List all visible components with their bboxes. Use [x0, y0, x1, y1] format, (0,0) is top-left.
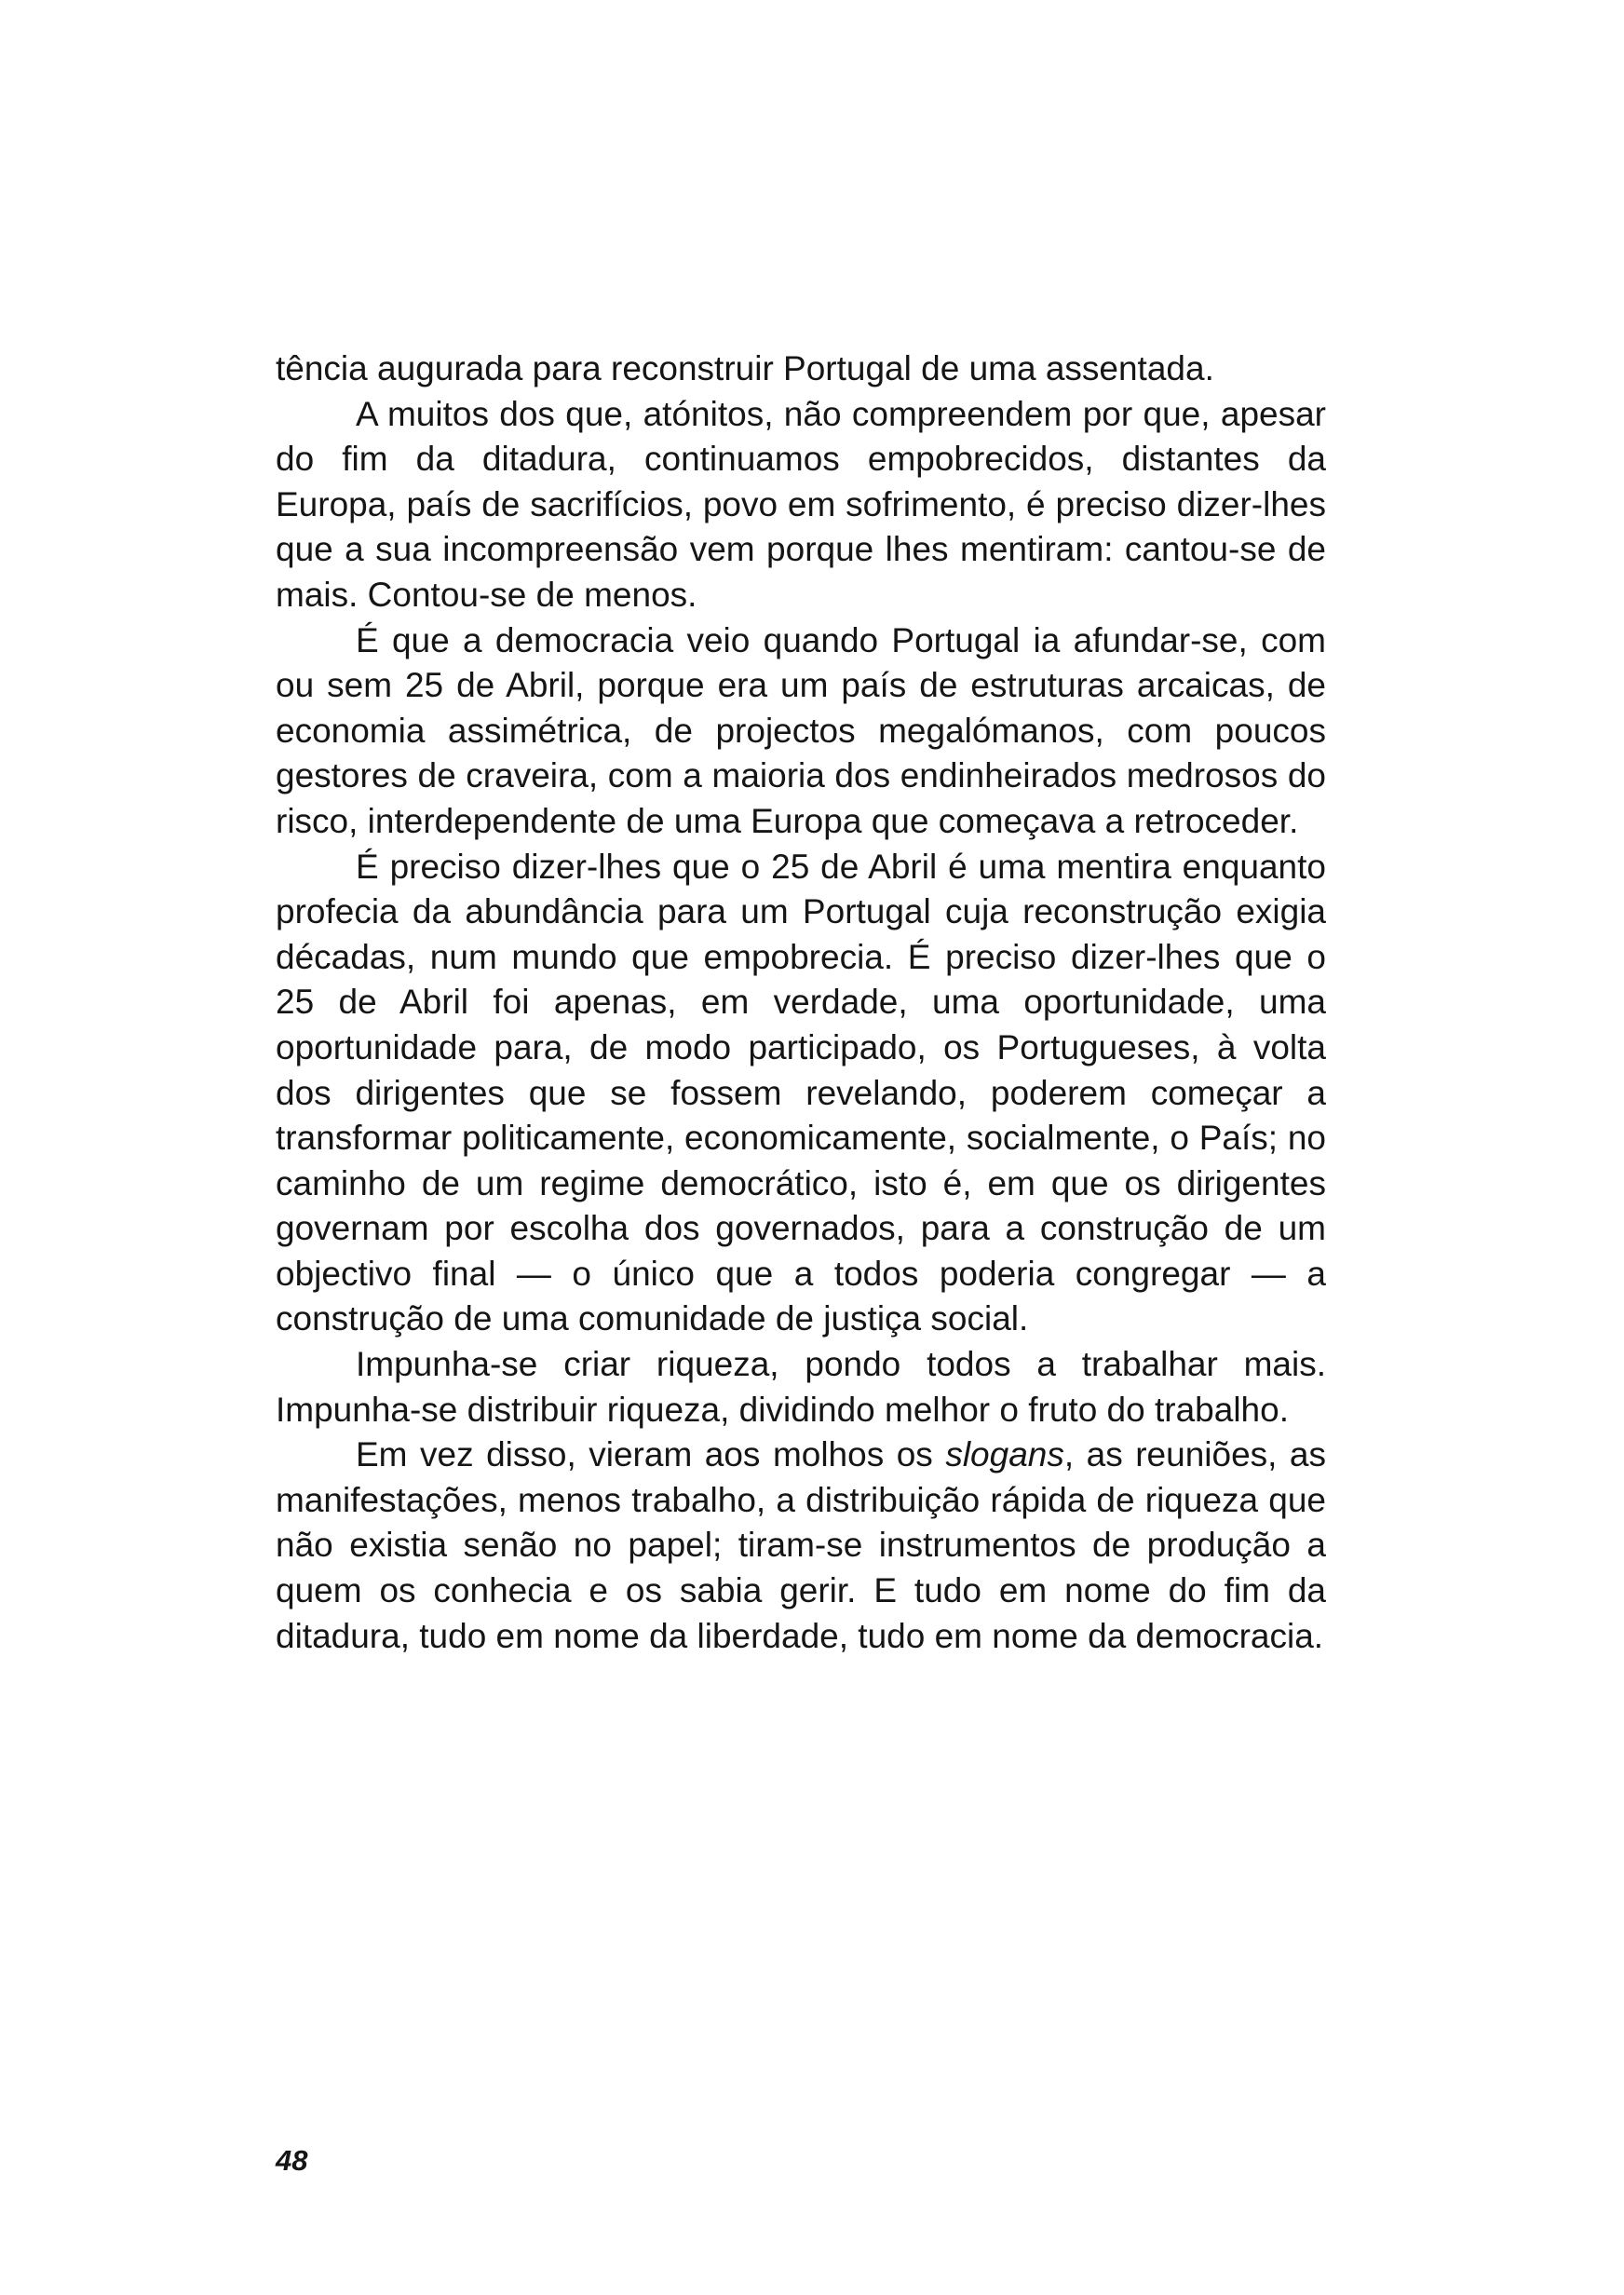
paragraph-6: [276, 1433, 1326, 1659]
page-number: 48: [276, 2144, 308, 2177]
paragraph-1: tência augurada para reconstruir Portugal de uma assentada.: [276, 349, 1214, 387]
paragraph-3: É que a democracia veio quando Portugal ia afundar-se, com ou sem 25 de Abril, porque era um país de estruturas arcaicas, de economia assimétrica, de projectos megalómanos, com poucos gestores de craveira, com a maioria dos endinheirados medrosos do risco, interdependente de uma Europa que começava a retroceder.: [276, 620, 1326, 840]
emphasis-slogans: slogans: [945, 1435, 1064, 1474]
paragraph-4: É preciso dizer-lhes que o 25 de Abril é uma mentira enquanto profecia da abundância para um Portugal cuja reconstrução exigia décadas, num mundo que empobrecia. É preciso dizer-lhes que o 25 de Abril foi apenas, em verdade, uma oportunidade, uma oportunidade para, de modo participado, os Portugueses, à volta dos dirigentes que se fossem revelando, poderem começar a transformar politicamente, economicamente, socialmente, o País; no caminho de um regime democrático, isto é, em que os dirigentes governam por escolha dos governados, para a construção de um objectivo final — o único que a todos poderia congregar — a construção de uma comunidade de justiça social.: [276, 847, 1326, 1338]
paragraph-5: Impunha-se criar riqueza, pondo todos a trabalhar mais. Impunha-se distribuir riqueza, dividindo melhor o fruto do trabalho.: [276, 1345, 1326, 1429]
paragraph-2: A muitos dos que, atónitos, não compreendem por que, apesar do fim da ditadura, continuamos empobrecidos, distantes da Europa, país de sacrifícios, povo em sofrimento, é preciso dizer-lhes que a sua incompreensão vem porque lhes mentiram: cantou-se de mais. Contou-se de menos.: [276, 394, 1326, 614]
body-text: [276, 346, 1326, 1659]
paragraph-6-lead: Em vez disso, vieram aos molhos os: [356, 1435, 946, 1474]
paragraph-6-rest: , as reuniões, as manifestações, menos trabalho, a distribuição rápida de riqueza que não existia senão no papel; tiram-se instrumentos de produção a quem os conhecia e os sabia gerir. E tudo em nome do fim da ditadura, tudo em nome da liberdade, tudo em nome da democracia.: [276, 1435, 1327, 1655]
